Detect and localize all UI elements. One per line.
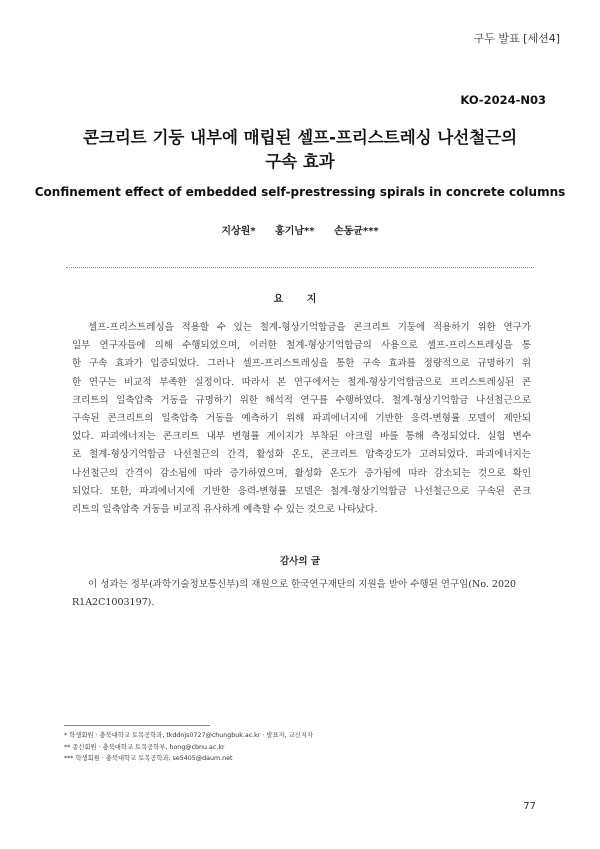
session-label: 구두 발표 [세션4] bbox=[473, 32, 560, 45]
author-2: 홍기남** bbox=[275, 226, 315, 237]
acknowledgement-heading: 감사의 글 bbox=[279, 556, 320, 567]
dotted-divider bbox=[66, 267, 534, 268]
korean-title bbox=[40, 126, 560, 174]
abstract-line: 셀프-프리스트레싱을 적용할 수 있는 철계-형상기억합금을 콘크리트 기둥에 적용하기 위한 연구가 bbox=[88, 322, 531, 333]
abstract-line: 한 구속 효과가 입증되었다. 그러나 셀프-프리스트레싱을 통한 구속 효과를 정량적으로 규명하기 위 bbox=[72, 358, 531, 370]
abstract-line: 었다. 파괴에너지는 콘크리트 내부 변형률 게이지가 부착된 아크릴 바를 통해 측정되었다. 실험 변수 bbox=[72, 431, 531, 443]
abstract-line: 되었다. 또한, 파괴에너지에 기반한 응력-변형률 모델은 철계-형상기억합금 나선철근으로 구속된 콘크 bbox=[72, 485, 531, 497]
abstract-line: 크리트의 일축압축 거동을 규명하기 위한 해석적 연구를 수행하였다. 철계-형상기억합금 나선철근으로 bbox=[72, 394, 531, 406]
abstract-line: 한 연구는 비교적 부족한 실정이다. 따라서 본 연구에서는 철계-형상기억합금으로 프리스트레싱된 콘 bbox=[72, 376, 531, 388]
abstract-line: 일부 연구자들에 의해 수행되었으며, 이러한 철계-형상기억합금의 사용으로 셀프-프리스트레싱을 통 bbox=[72, 340, 531, 352]
abstract-line: 나선철근의 간격이 감소됨에 따라 증가하였으며, 활성화 온도가 증가됨에 따라 감소되는 것으로 확인 bbox=[72, 467, 531, 479]
footnote-2: ** 종신회원 · 충북대학교 토목공학부, hong@cbnu.ac.kr bbox=[64, 743, 225, 751]
paper-code: KO-2024-N03 bbox=[460, 93, 546, 107]
footnotes bbox=[64, 730, 313, 765]
abstract-heading: 요 지 bbox=[273, 294, 327, 305]
page-number: 77 bbox=[523, 801, 536, 812]
korean-title-line-2: 구속 효과 bbox=[265, 152, 335, 171]
acknowledgement-line-1: 이 성과는 정부(과학기술정보통신부)의 재원으로 한국연구재단의 지원을 받아 수행된 연구임(No. 2020 bbox=[88, 579, 517, 590]
footnote-1: * 학생회원 · 충북대학교 토목공학과, tkddnjs0727@chungbuk.ac.kr · 발표자, 교신저자 bbox=[64, 732, 313, 739]
english-title: Confinement effect of embedded self-prestressing spirals in concrete columns bbox=[34, 185, 566, 199]
acknowledgement-line-2: R1A2C1003197). bbox=[72, 597, 155, 608]
korean-title-line-1: 콘크리트 기둥 내부에 매립된 셀프-프리스트레싱 나선철근의 bbox=[82, 128, 518, 147]
footnote-3: *** 학생회원 · 충북대학교 토목공학과, se5405@daum.net bbox=[64, 755, 233, 762]
author-1: 지상원* bbox=[221, 226, 256, 237]
abstract-line: 구속된 콘크리트의 일축압축 거동을 예측하기 위해 파괴에너지에 기반한 응력-변형률 모델이 제안되 bbox=[72, 413, 531, 425]
author-3: 손동균*** bbox=[333, 226, 379, 237]
footnote-rule bbox=[64, 725, 210, 726]
abstract-body bbox=[72, 319, 531, 519]
abstract-line: 리트의 일축압축 거동을 비교적 유사하게 예측할 수 있는 것으로 나타났다. bbox=[72, 504, 378, 516]
author-list bbox=[0, 222, 600, 237]
abstract-line: 로 철계-형상기억합금 나선철근의 간격, 활성화 온도, 콘크리트 압축강도가 고려되었다. 파괴에너지는 bbox=[72, 449, 531, 461]
acknowledgement-body bbox=[72, 576, 531, 612]
